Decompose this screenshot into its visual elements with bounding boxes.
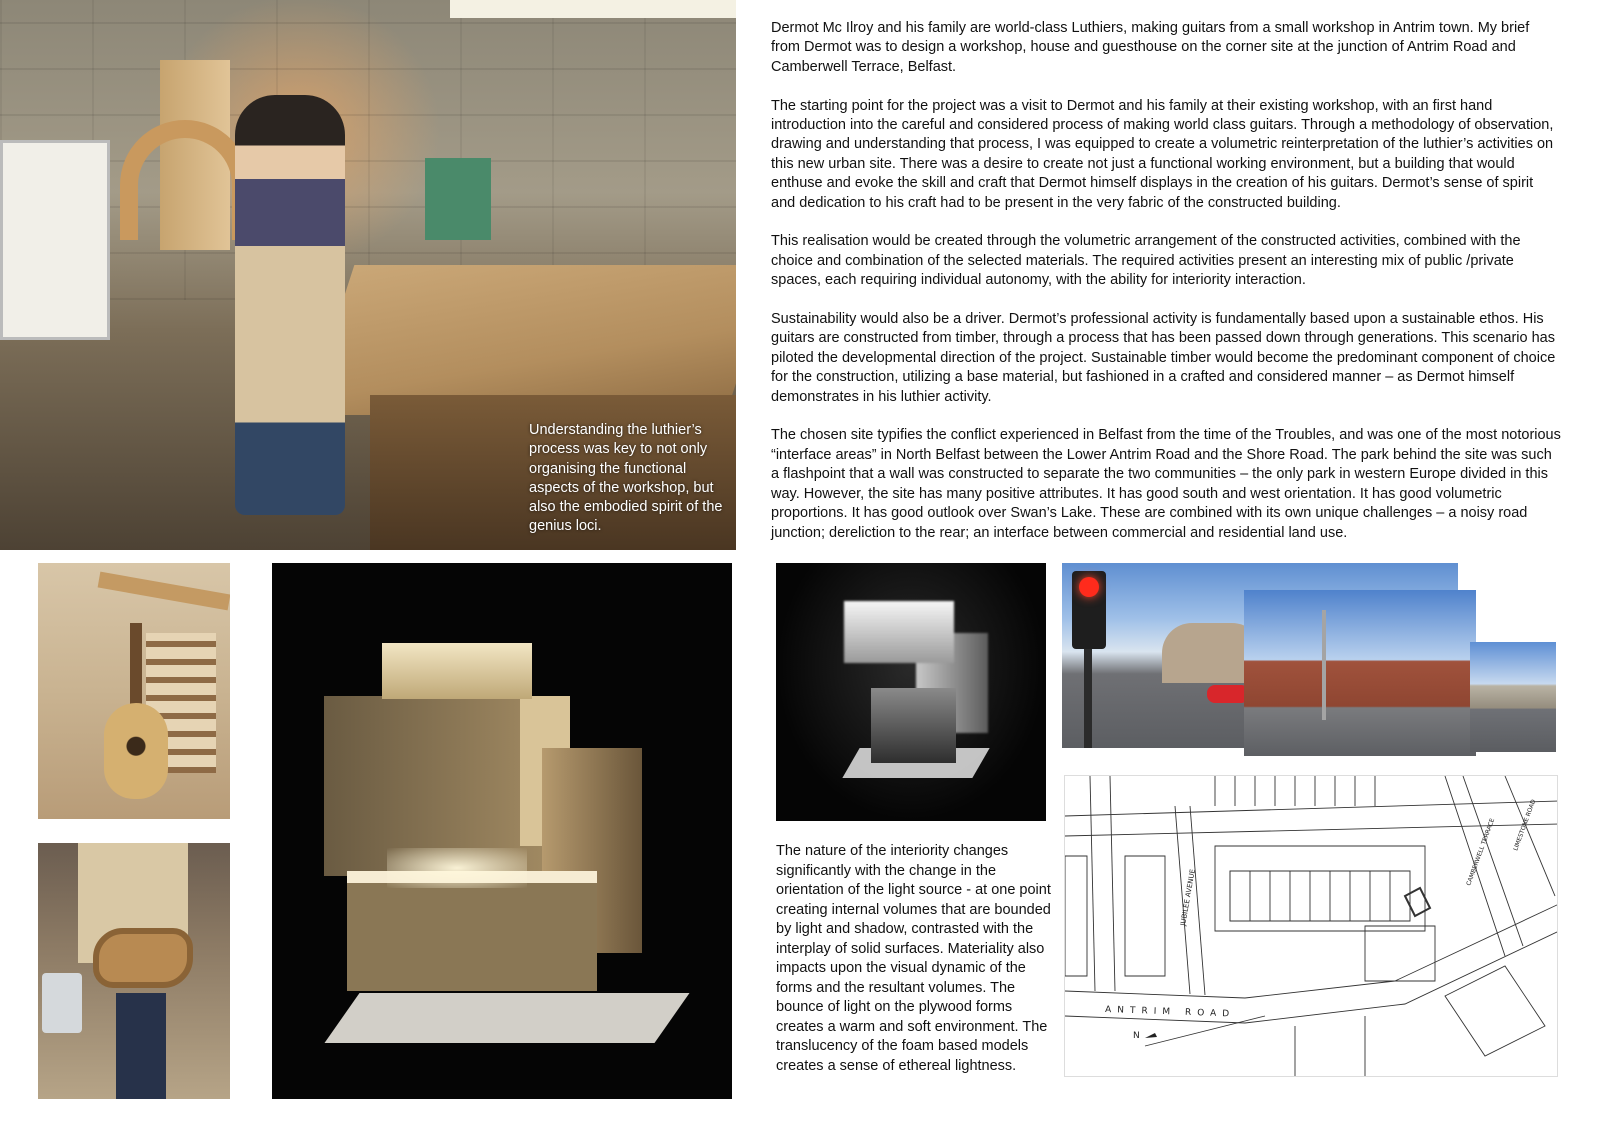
paint-tin [42,973,82,1033]
map-street-a [1090,776,1095,991]
traffic-light-red-icon [1079,577,1099,597]
map-site-building [1405,888,1430,916]
maker-legs [116,993,166,1099]
workshop-tool-board [0,140,110,340]
map-jubilee-edge-2 [1190,806,1205,995]
map-road-edge-north [1065,904,1558,998]
timber-model-photo [272,563,732,1099]
street-photo-houses [1470,642,1556,752]
map-lower-streets [1295,1016,1365,1076]
map-block-divisions [1230,871,1390,921]
model-base-plate [324,993,689,1043]
workshop-green-jig [425,158,491,240]
map-site-plot [1365,926,1435,981]
workshop-wall [0,0,736,300]
street-lamp-pole [1322,610,1326,720]
map-street-b [1110,776,1115,991]
north-arrow-icon [1145,1033,1157,1038]
workshop-fluorescent-light [450,0,736,18]
guitar-mould [93,928,193,988]
model-lower-block [347,871,597,991]
map-lower-block [1445,966,1545,1056]
model-top-block [382,643,532,699]
guitar-photo [38,563,230,819]
paragraph-realisation: This realisation would be created through the volumetric arrangement of the constructed activities, combined with the choice and combination of the selected materials. The required activities present an interesting mix of public /private spaces, each requiring individual autonomy, with the ability for interiority interaction. [771,233,1521,289]
map-north-label: N [1133,1031,1140,1041]
map-limestone-edge [1505,776,1555,896]
map-block-1 [1215,846,1425,931]
workshop-photo [0,0,736,550]
project-description [771,19,1561,543]
map-north-line [1145,1016,1265,1046]
map-camberwell-label: CAMBERWELL TERRACE [1465,817,1497,887]
foam-model-photo [776,563,1046,821]
paragraph-intro: Dermot Mc Ilroy and his family are world-class Luthiers, making guitars from a small workshop in Antrim town. My brief from Dermot was to design a workshop, house and guesthouse on the corner site at the junction of Antrim Road and Camberwell Terrace, Belfast. [771,20,1530,75]
guitar-photo-beam [98,572,230,611]
map-limestone-label: LIMESTONE ROAD [1512,798,1538,852]
map-block-2 [1125,856,1165,976]
street-photo-terrace [1244,590,1476,756]
foam-block-top [844,601,954,663]
map-terrace-divisions [1215,776,1375,806]
luthier-figure [235,95,345,515]
map-antrim-road-label: ANTRIM ROAD [1104,1005,1236,1020]
paragraph-starting-point: The starting point for the project was a visit to Dermot and his family at their existing workshop, with an first hand introduction into the careful and considered process of making world class guitars. Through a methodology of observation, drawing and understanding that process, I was equipped to create a volumetric reinterpretation of the luthier’s activities on this new urban site. There was a desire to create not just a functional working environment, but a building that would enthuse and evoke the skill and craft that Dermot himself displays in the creation of his guitars. Dermot’s sense of spirit and dedication to his craft had to be present in the very fabric of the constructed building. [771,97,1554,211]
workshop-bench-top [306,265,736,415]
foam-block-lower [871,688,956,763]
site-map-drawing [1065,776,1558,1077]
map-block-3 [1065,856,1087,976]
maker-mould-photo [38,843,230,1099]
paragraph-site: The chosen site typifies the conflict experienced in Belfast from the time of the Troubles, and was one of the most notorious “interface areas” in North Belfast between the Lower Antrim Road and the Shore Road. The park behind the site was such a flashpoint that a wall was constructed to separate the two communities – the only park in western Europe divided in this way. However, the site has many positive attributes. It has good south and west orientation. It has good volumetric proportions. It has good outlook over Swan’s Lake. These are combined with its own unique challenges – a noisy road junction; dereliction to the rear; an interface between commercial and residential land use. [771,427,1561,541]
street-red-car [1207,685,1249,703]
model-light-glow [387,848,527,888]
guitar-body [104,703,168,799]
map-top-street [1065,801,1558,816]
paragraph-sustainability: Sustainability would also be a driver. Dermot’s professional activity is fundamentally based upon a sustainable ethos. His guitars are constructed from timber, through a process that has been passed down through generations. This scenario has piloted the developmental direction of the project. Sustainable timber would become the predominant component of choice for the construction, utilizing a base material, but fashioned in a crafted and considered manner – as Dermot himself demonstrates in his luthier activity. [771,311,1556,405]
model-caption: The nature of the interiority changes significantly with the change in the orientation of the light source - at one point creating internal volumes that are bounded by light and shadow, contrasted with the interplay of solid surfaces. Materiality also impacts upon the visual dynamic of the forms and the resultant volumes. The bounce of light on the plywood forms creates a warm and soft environment. The translucency of the foam based models creates a sense of ethereal lightness. [776,843,1051,1074]
workshop-caption: Understanding the luthier’s process was key to not only organising the functional aspects of the workshop, but also the embodied spirit of the genius loci. [529,422,723,535]
map-jubilee-label: JUBILEE AVENUE [1179,868,1197,927]
guitar-side-arc [120,120,250,240]
site-location-map [1064,775,1558,1077]
map-block-1-inner [1230,871,1410,921]
